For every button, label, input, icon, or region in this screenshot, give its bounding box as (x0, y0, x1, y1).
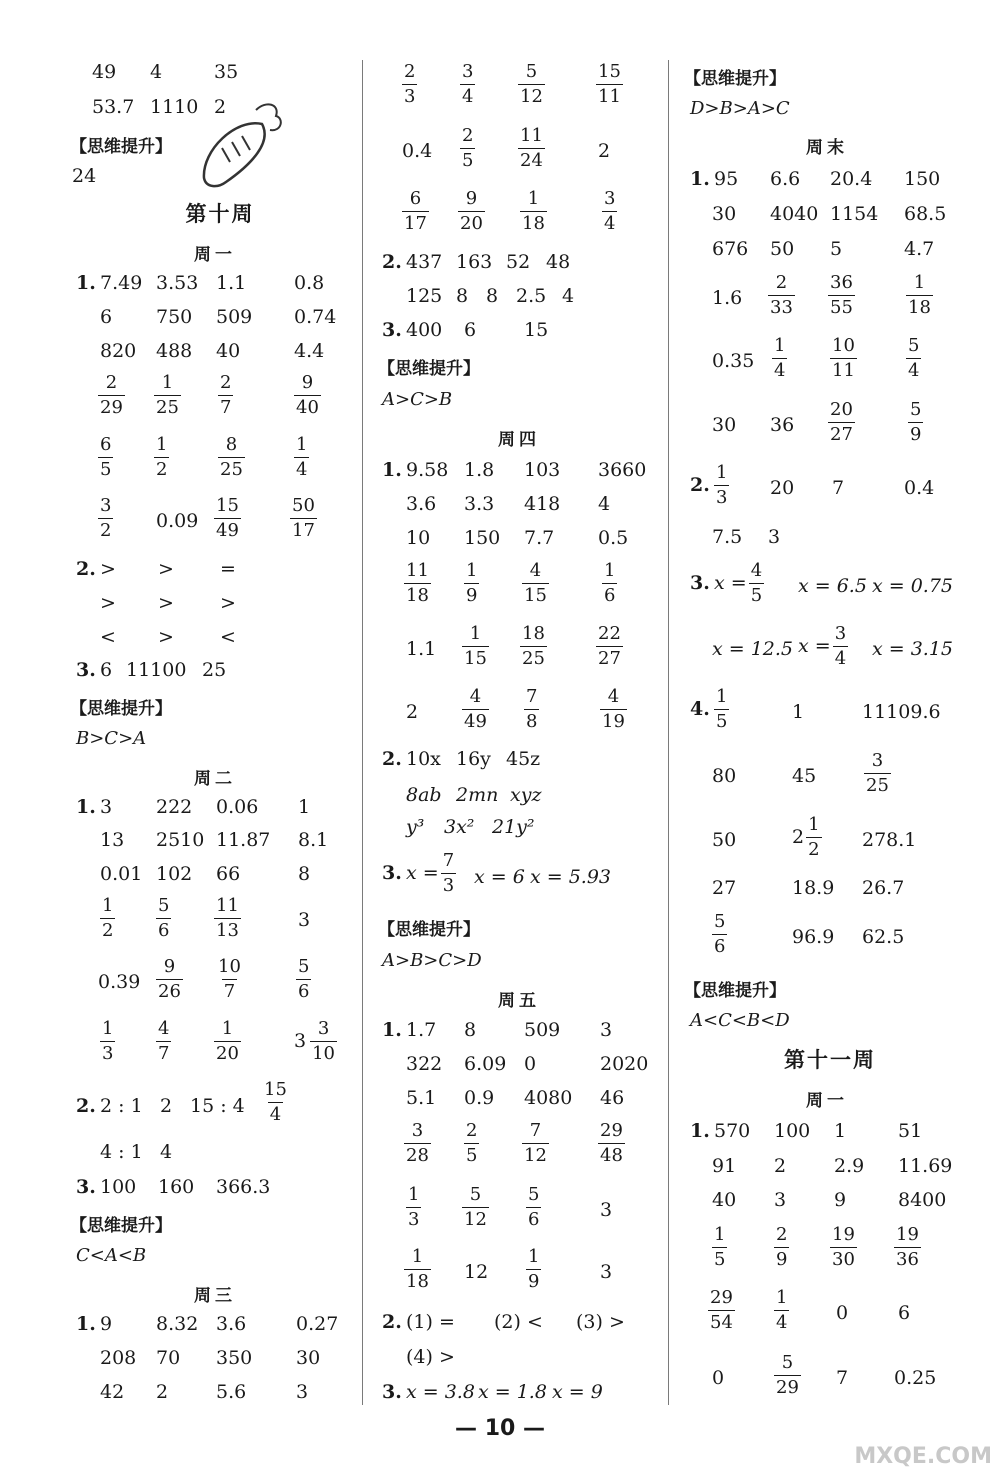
answer-cell: 2 (774, 1155, 787, 1177)
answer-cell: 750 (156, 306, 193, 328)
answer-cell: 1110 (150, 96, 199, 118)
answer-cell: 2 (598, 140, 611, 162)
question-3: 3. 6 (76, 659, 113, 681)
fraction: $\frac{5}{12}$ (520, 61, 543, 107)
answer-cell: 2 (156, 1381, 169, 1403)
fraction: $\frac{1}{18}$ (406, 1246, 429, 1292)
mixed-number: 3 $\frac{3}{10}$ (294, 1018, 335, 1064)
thinking-answer: B>C>A (76, 728, 147, 749)
fraction: $\frac{4}{7}$ (158, 1018, 170, 1064)
question-3: 3. 400 (382, 319, 443, 341)
question-1: 1. 95 (690, 168, 739, 190)
answer-cell: 7 (832, 477, 845, 499)
answer-cell: 4040 (770, 203, 819, 225)
answer-cell: 0.39 (98, 971, 141, 993)
thinking-answer: D>B>A>C (690, 98, 790, 119)
answer-cell: 1154 (830, 203, 879, 225)
answer-cell: (4) > (406, 1346, 455, 1368)
fraction: $\frac{1}{9}$ (528, 1246, 540, 1292)
fraction: $\frac{3}{4}$ (462, 61, 474, 107)
answer-cell: 68.5 (904, 203, 947, 225)
answer-cell: 7 (836, 1367, 849, 1389)
answer-cell: 45 (792, 765, 817, 787)
answer-cell: 45z (506, 748, 541, 770)
carrot-icon (196, 98, 286, 193)
answer-cell: 12 (464, 1261, 489, 1283)
answer-cell: x = 12.5 (712, 638, 794, 660)
answer-cell: 27 (712, 877, 737, 899)
question-3: 3. x = $\frac{7}{3}$ (382, 850, 455, 896)
answer-cell: 488 (156, 340, 193, 362)
answer-cell: 53.7 (92, 96, 135, 118)
answer-cell: 509 (216, 306, 253, 328)
watermark: MXQE.COM (854, 1444, 992, 1469)
answer-cell: < (100, 626, 116, 648)
answer-cell: 1.8 (464, 459, 495, 481)
answer-cell: 11.87 (216, 829, 271, 851)
answer-cell: 2 (406, 701, 419, 723)
answer-cell: x = 6.5 (798, 575, 867, 597)
fraction: $\frac{5}{6}$ (158, 895, 170, 941)
answer-cell: 10 (406, 527, 431, 549)
answer-cell: 3 (774, 1189, 787, 1211)
answer-cell: 3 (600, 1019, 613, 1041)
question-1: 1. 7.49 (76, 272, 143, 294)
answer-cell: 6 (898, 1302, 911, 1324)
question-2: 2. > (76, 558, 116, 580)
answer-cell: 49 (92, 61, 117, 83)
question-2: 2. (1) = (382, 1311, 455, 1333)
fraction: $\frac{9}{40}$ (296, 372, 319, 418)
answer-cell: 160 (158, 1176, 195, 1198)
answer-cell: 4080 (524, 1087, 573, 1109)
answer-cell: 0.09 (156, 510, 199, 532)
answer-cell: 2mn (456, 784, 499, 806)
thinking-answer: C<A<B (76, 1245, 147, 1266)
fraction: $\frac{1}{3}$ (408, 1184, 420, 1230)
fraction: $\frac{8}{25}$ (220, 434, 243, 480)
fraction: $\frac{6}{17}$ (404, 188, 427, 234)
answer-cell: 2.9 (834, 1155, 865, 1177)
answer-cell: 0.5 (598, 527, 629, 549)
answer-cell: 0.4 (904, 477, 935, 499)
thinking-heading: 【思维提升】 (70, 699, 172, 719)
question-1: 1. 1.7 (382, 1019, 437, 1041)
answer-cell: 30 (296, 1347, 321, 1369)
answer-cell: 25 (202, 659, 227, 681)
question-3: 3. 100 (76, 1176, 137, 1198)
answer-cell: 208 (100, 1347, 137, 1369)
answer-cell: 0.01 (100, 863, 143, 885)
answer-cell: 4 (598, 493, 611, 515)
answer-cell: 4 (160, 1141, 173, 1163)
fraction: $\frac{19}{36}$ (896, 1224, 919, 1270)
answer-cell: 509 (524, 1019, 561, 1041)
answer-cell: > (158, 626, 174, 648)
answer-cell: 80 (712, 765, 737, 787)
fraction: $\frac{4}{49}$ (464, 686, 487, 732)
answer-cell: 3 (600, 1261, 613, 1283)
answer-cell: 3 (298, 909, 311, 931)
day-heading-mon: 周一 (806, 1091, 848, 1111)
answer-cell: (3) > (576, 1311, 625, 1333)
answer-cell: 52 (506, 251, 531, 273)
question-2: 2. 2 : 1 (76, 1095, 143, 1117)
day-heading-thu: 周四 (498, 430, 540, 450)
question-2: 2. 10x (382, 748, 441, 770)
answer-cell: 7.5 (712, 526, 743, 548)
answer-cell: 2020 (600, 1053, 649, 1075)
answer-cell: 91 (712, 1155, 737, 1177)
answer-cell: 11109.6 (862, 701, 941, 723)
fraction: $\frac{7}{8}$ (526, 686, 538, 732)
fraction: $\frac{6}{5}$ (100, 434, 112, 480)
answer-cell: 1.6 (712, 287, 743, 309)
fraction: $\frac{1}{2}$ (156, 434, 168, 480)
fraction: $\frac{11}{13}$ (216, 895, 239, 941)
fraction: $\frac{1}{4}$ (774, 335, 786, 381)
fraction: $\frac{2}{33}$ (770, 272, 793, 318)
answer-cell: 11100 (126, 659, 187, 681)
thinking-answer: A>C>B (382, 389, 453, 410)
answer-cell: < (220, 626, 236, 648)
thinking-answer: 24 (72, 165, 97, 187)
equation: x = $\frac{3}{4}$ (798, 623, 847, 669)
answer-cell: 26.7 (862, 877, 905, 899)
answer-cell: 40 (712, 1189, 737, 1211)
answer-cell: 1.1 (406, 638, 437, 660)
fraction: $\frac{9}{26}$ (158, 956, 181, 1002)
answer-cell: x = 0.75 (872, 575, 954, 597)
answer-cell: 30 (712, 414, 737, 436)
fraction: $\frac{5}{9}$ (910, 399, 922, 445)
answer-cell: 103 (524, 459, 561, 481)
answer-cell: 0.9 (464, 1087, 495, 1109)
answer-cell: 9 (834, 1189, 847, 1211)
answer-cell: 676 (712, 238, 749, 260)
fraction: $\frac{7}{12}$ (524, 1120, 547, 1166)
day-heading-mon: 周一 (194, 245, 236, 265)
page-number: — 10 — (455, 1416, 545, 1441)
answer-cell: 15 : 4 (190, 1095, 245, 1117)
fraction: $\frac{5}{6}$ (298, 956, 310, 1002)
answer-cell: 418 (524, 493, 561, 515)
fraction: $\frac{4}{19}$ (602, 686, 625, 732)
column-divider-left (362, 60, 363, 1405)
answer-cell: x = 5.93 (530, 866, 612, 888)
week-title: 第十周 (185, 201, 255, 226)
answer-cell: 16y (456, 748, 491, 770)
answer-cell: xyz (510, 784, 542, 806)
thinking-heading: 【思维提升】 (70, 137, 172, 157)
answer-cell: 0.74 (294, 306, 337, 328)
fraction: $\frac{1}{4}$ (296, 434, 308, 480)
answer-cell: 36 (770, 414, 795, 436)
answer-cell: 350 (216, 1347, 253, 1369)
answer-cell: 0 (836, 1302, 849, 1324)
fraction: $\frac{29}{48}$ (600, 1120, 623, 1166)
thinking-heading: 【思维提升】 (378, 359, 480, 379)
question-2: 2. $\frac{1}{3}$ (690, 462, 728, 508)
fraction: $\frac{15}{11}$ (598, 61, 621, 107)
answer-cell: 5 (830, 238, 843, 260)
question-1: 1. 3 (76, 796, 113, 818)
answer-cell: 20 (770, 477, 795, 499)
answer-cell: 0 (524, 1053, 537, 1075)
answer-cell: 8 (464, 1019, 477, 1041)
answer-cell: 21y² (492, 816, 535, 838)
thinking-heading: 【思维提升】 (70, 1216, 172, 1236)
fraction: $\frac{2}{7}$ (220, 372, 232, 418)
answer-cell: 222 (156, 796, 193, 818)
answer-cell: 50 (770, 238, 795, 260)
answer-cell: 8.32 (156, 1313, 199, 1335)
question-1: 1. 9 (76, 1313, 113, 1335)
answer-cell: 1 (298, 796, 311, 818)
day-heading-fri: 周五 (498, 991, 540, 1011)
fraction: $\frac{1}{25}$ (156, 372, 179, 418)
fraction: $\frac{10}{11}$ (832, 335, 855, 381)
fraction: $\frac{2}{9}$ (776, 1224, 788, 1270)
fraction: $\frac{11}{24}$ (520, 125, 543, 171)
answer-cell: 6.6 (770, 168, 801, 190)
answer-cell: 100 (774, 1120, 811, 1142)
fraction: $\frac{1}{4}$ (776, 1287, 788, 1333)
fraction: $\frac{2}{3}$ (404, 61, 416, 107)
answer-cell: 3.6 (216, 1313, 247, 1335)
answer-cell: > (100, 592, 116, 614)
answer-cell: 66 (216, 863, 241, 885)
answer-cell: > (220, 592, 236, 614)
fraction: $\frac{1}{3}$ (102, 1018, 114, 1064)
answer-cell: 5.1 (406, 1087, 437, 1109)
answer-cell: y³ (406, 816, 425, 838)
fraction: $\frac{36}{55}$ (830, 272, 853, 318)
answer-cell: 820 (100, 340, 137, 362)
answer-cell: = (220, 558, 236, 580)
answer-cell: 6 (464, 319, 477, 341)
answer-cell: 278.1 (862, 829, 917, 851)
answer-cell: 42 (100, 1381, 125, 1403)
answer-cell: 150 (904, 168, 941, 190)
thinking-answer: A>B>C>D (382, 950, 482, 971)
day-heading-wed: 周三 (194, 1286, 236, 1306)
fraction: $\frac{15}{4}$ (264, 1079, 287, 1125)
question-2: 2. 437 (382, 251, 443, 273)
answer-cell: 4 : 1 (100, 1141, 143, 1163)
answer-cell: 366.3 (216, 1176, 271, 1198)
answer-cell: 0.35 (712, 350, 755, 372)
answer-cell: 0.06 (216, 796, 259, 818)
answer-cell: 35 (214, 61, 239, 83)
question-3: 3. x = $\frac{4}{5}$ (690, 560, 763, 606)
fraction: $\frac{5}{4}$ (908, 335, 920, 381)
thinking-heading: 【思维提升】 (684, 981, 786, 1001)
answer-cell: 150 (464, 527, 501, 549)
answer-cell: 3 (296, 1381, 309, 1403)
answer-cell: x = 1.8 (478, 1381, 547, 1403)
answer-cell: 322 (406, 1053, 443, 1075)
fraction: $\frac{1}{9}$ (466, 560, 478, 606)
answer-cell: 1.1 (216, 272, 247, 294)
fraction: $\frac{1}{18}$ (522, 188, 545, 234)
answer-cell: 125 (406, 285, 443, 307)
answer-cell: 30 (712, 203, 737, 225)
thinking-heading: 【思维提升】 (684, 69, 786, 89)
fraction: $\frac{1}{15}$ (464, 623, 487, 669)
answer-cell: x = 3.15 (872, 638, 954, 660)
answer-cell: 2 (160, 1095, 173, 1117)
answer-cell: x = 6 (474, 866, 525, 888)
fraction: $\frac{2}{29}$ (100, 372, 123, 418)
fraction: $\frac{20}{27}$ (830, 399, 853, 445)
fraction: $\frac{18}{25}$ (522, 623, 545, 669)
answer-cell: > (158, 558, 174, 580)
answer-cell: 2.5 (516, 285, 547, 307)
fraction: $\frac{1}{2}$ (102, 895, 114, 941)
mixed-number: 2 $\frac{1}{2}$ (792, 814, 820, 860)
answer-cell: 2 (214, 96, 227, 118)
answer-cell: 8 (486, 285, 499, 307)
answer-cell: 4.7 (904, 238, 935, 260)
fraction: $\frac{1}{18}$ (908, 272, 931, 318)
fraction: $\frac{5}{12}$ (464, 1184, 487, 1230)
answer-cell: 48 (546, 251, 571, 273)
day-heading-weekend: 周末 (806, 138, 848, 158)
fraction: $\frac{1}{5}$ (714, 1224, 726, 1270)
answer-cell: 163 (456, 251, 493, 273)
fraction: $\frac{5}{6}$ (528, 1184, 540, 1230)
answer-cell: 3.3 (464, 493, 495, 515)
answer-cell: 3 (768, 526, 781, 548)
answer-cell: 70 (156, 1347, 181, 1369)
fraction: $\frac{9}{20}$ (460, 188, 483, 234)
fraction: $\frac{29}{54}$ (710, 1287, 733, 1333)
fraction: $\frac{3}{2}$ (100, 495, 112, 541)
answer-cell: 6 (100, 306, 113, 328)
fraction: $\frac{3}{25}$ (866, 750, 889, 796)
week-title: 第十一周 (784, 1047, 876, 1072)
answer-cell: x = 9 (552, 1381, 603, 1403)
day-heading-tue: 周二 (194, 769, 236, 789)
thinking-answer: A<C<B<D (690, 1010, 790, 1031)
answer-cell: 0.8 (294, 272, 325, 294)
answer-cell: 11.69 (898, 1155, 953, 1177)
fraction: $\frac{1}{6}$ (604, 560, 616, 606)
answer-cell: 4.4 (294, 340, 325, 362)
answer-cell: 5.6 (216, 1381, 247, 1403)
fraction: $\frac{5}{6}$ (714, 911, 726, 957)
answer-cell: 0.25 (894, 1367, 937, 1389)
answer-cell: 4 (562, 285, 575, 307)
answer-cell: 3 (600, 1199, 613, 1221)
fraction: $\frac{15}{49}$ (216, 495, 239, 541)
answer-cell: 7.7 (524, 527, 555, 549)
question-1: 1. 9.58 (382, 459, 449, 481)
fraction: $\frac{2}{5}$ (462, 125, 474, 171)
answer-cell: 18.9 (792, 877, 835, 899)
fraction: $\frac{2}{5}$ (466, 1120, 478, 1166)
answer-cell: 8 (456, 285, 469, 307)
fraction: $\frac{22}{27}$ (598, 623, 621, 669)
fraction: $\frac{10}{7}$ (218, 956, 241, 1002)
answer-cell: 40 (216, 340, 241, 362)
answer-cell: 13 (100, 829, 125, 851)
answer-cell: 6.09 (464, 1053, 507, 1075)
answer-cell: 8400 (898, 1189, 947, 1211)
fraction: $\frac{3}{28}$ (406, 1120, 429, 1166)
answer-cell: 0.27 (296, 1313, 339, 1335)
answer-cell: 96.9 (792, 926, 835, 948)
answer-cell: 4 (150, 61, 163, 83)
column-divider-right (668, 60, 669, 1405)
answer-cell: 3.6 (406, 493, 437, 515)
fraction: $\frac{5}{29}$ (776, 1352, 799, 1398)
answer-cell: 51 (898, 1120, 923, 1142)
answer-cell: 8.1 (298, 829, 329, 851)
answer-cell: 62.5 (862, 926, 905, 948)
answer-cell: > (158, 592, 174, 614)
fraction: $\frac{11}{18}$ (406, 560, 429, 606)
answer-cell: 3660 (598, 459, 647, 481)
fraction: $\frac{4}{15}$ (524, 560, 547, 606)
answer-cell: 1 (834, 1120, 847, 1142)
answer-cell: 8ab (406, 784, 442, 806)
question-4: 4. $\frac{1}{5}$ (690, 686, 728, 732)
answer-cell: 46 (600, 1087, 625, 1109)
answer-cell: 8 (298, 863, 311, 885)
fraction: $\frac{50}{17}$ (292, 495, 315, 541)
fraction: $\frac{19}{30}$ (832, 1224, 855, 1270)
question-3: 3. x = 3.8 (382, 1381, 475, 1403)
answer-cell: 50 (712, 829, 737, 851)
answer-cell: 2510 (156, 829, 205, 851)
question-1: 1. 570 (690, 1120, 751, 1142)
answer-cell: 0 (712, 1367, 725, 1389)
answer-cell: 3.53 (156, 272, 199, 294)
answer-cell: (2) < (494, 1311, 543, 1333)
answer-cell: 15 (524, 319, 549, 341)
thinking-heading: 【思维提升】 (378, 920, 480, 940)
answer-cell: 1 (792, 701, 805, 723)
fraction: $\frac{3}{4}$ (604, 188, 616, 234)
answer-cell: 0.4 (402, 140, 433, 162)
fraction: $\frac{1}{20}$ (216, 1018, 239, 1064)
answer-cell: 20.4 (830, 168, 873, 190)
answer-cell: 3x² (444, 816, 475, 838)
answer-cell: 102 (156, 863, 193, 885)
